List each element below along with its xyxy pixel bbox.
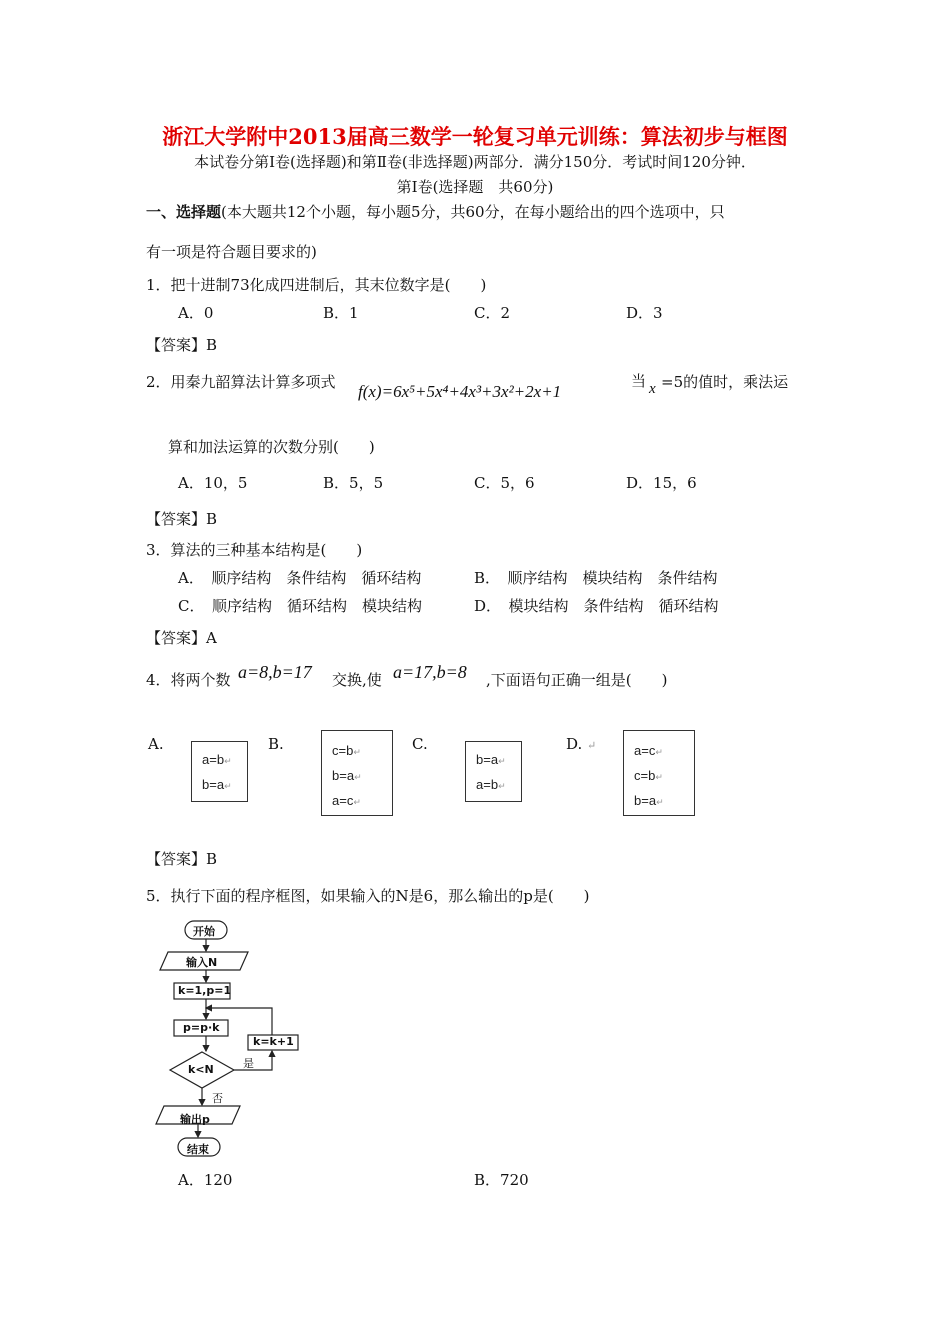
q2-option-c: C．5，6 bbox=[474, 474, 535, 492]
q4-formula1: a=8,b=17 bbox=[238, 662, 312, 682]
part1-title: 第Ⅰ卷(选择题 共60分) bbox=[396, 178, 554, 196]
q4-option-d-box bbox=[623, 730, 695, 816]
code-line: a=b↵ bbox=[202, 752, 232, 767]
q1-stem: 1．把十进制73化成四进制后，其末位数字是( ) bbox=[146, 276, 487, 294]
code-line: b=a↵ bbox=[476, 752, 506, 767]
code-line: a=c↵ bbox=[634, 743, 663, 758]
q4-answer-value: B bbox=[206, 850, 218, 868]
q1-answer-value: B bbox=[206, 336, 218, 354]
q5-option-b: B．720 bbox=[474, 1171, 529, 1189]
q4-option-c-label: C. bbox=[412, 735, 428, 753]
q2-mid-text: 当 bbox=[631, 372, 647, 390]
q3-option-a: A． 顺序结构 条件结构 循环结构 bbox=[178, 569, 422, 587]
q4-option-d-label: D. ↵ bbox=[566, 735, 597, 753]
q3-answer-value: A bbox=[206, 629, 217, 647]
q4-formula2: a=17,b=8 bbox=[393, 662, 467, 682]
flowchart-end-label: 结束 bbox=[187, 1143, 209, 1156]
q1-option-a: A．0 bbox=[178, 304, 214, 322]
q4-option-a-box bbox=[191, 741, 248, 802]
code-line: a=b↵ bbox=[476, 777, 506, 792]
answer-label: 【答案】 bbox=[146, 850, 207, 868]
section1-heading bbox=[146, 202, 725, 222]
q5-option-a: A．120 bbox=[178, 1171, 233, 1189]
section1-desc-line2: 有一项是符合题目要求的) bbox=[146, 243, 317, 261]
flowchart-increment-label: k=k+1 bbox=[253, 1035, 294, 1048]
flowchart-process-label: p=p·k bbox=[183, 1021, 220, 1034]
section1-desc-line1: (本大题共12个小题，每小题5分，共60分，在每小题给出的四个选项中，只 bbox=[221, 203, 725, 221]
flowchart-input-label: 输入N bbox=[186, 956, 218, 969]
q4-option-a-label: A. bbox=[148, 735, 164, 753]
q2-stem-end: =5的值时，乘法运 bbox=[661, 373, 789, 391]
answer-label: 【答案】 bbox=[146, 336, 207, 354]
q2-stem-line2: 算和加法运算的次数分别( ) bbox=[168, 438, 375, 456]
flowchart-no-label: 否 bbox=[212, 1092, 223, 1105]
q2-answer-value: B bbox=[206, 510, 218, 528]
flowchart-yes-label: 是 bbox=[243, 1057, 254, 1070]
flowchart-start-label: 开始 bbox=[193, 925, 215, 938]
q2-option-a: A．10，5 bbox=[178, 474, 248, 492]
q1-option-c: C．2 bbox=[474, 304, 511, 322]
section1-label: 一、选择题 bbox=[146, 203, 222, 221]
code-line: a=c↵ bbox=[332, 793, 361, 808]
exam-intro: 本试卷分第Ⅰ卷(选择题)和第Ⅱ卷(非选择题)两部分．满分150分．考试时间120分钟． bbox=[194, 153, 756, 171]
code-line: b=a↵ bbox=[634, 793, 664, 808]
document-title: 浙江大学附中2013届高三数学一轮复习单元训练：算法初步与框图 bbox=[162, 124, 788, 149]
q1-option-b: B．1 bbox=[323, 304, 359, 322]
answer-label: 【答案】 bbox=[146, 629, 207, 647]
code-line: c=b↵ bbox=[634, 768, 663, 783]
q2-var-x: x bbox=[649, 381, 656, 397]
flowchart-init-label: k=1,p=1 bbox=[178, 984, 232, 997]
q2-option-b: B．5，5 bbox=[323, 474, 384, 492]
code-line: c=b↵ bbox=[332, 743, 361, 758]
code-line: b=a↵ bbox=[332, 768, 362, 783]
q1-option-d: D．3 bbox=[626, 304, 663, 322]
flowchart-condition-label: k<N bbox=[188, 1063, 214, 1076]
q3-answer bbox=[146, 628, 217, 648]
q3-option-c: C． 顺序结构 循环结构 模块结构 bbox=[178, 597, 422, 615]
q4-option-b-label: B. bbox=[268, 735, 284, 753]
q4-stem-start: 4．将两个数 bbox=[146, 671, 231, 689]
q3-option-b: B． 顺序结构 模块结构 条件结构 bbox=[474, 569, 718, 587]
q2-option-d: D．15，6 bbox=[626, 474, 697, 492]
q2-answer bbox=[146, 509, 217, 529]
answer-label: 【答案】 bbox=[146, 510, 207, 528]
q4-mid-text: 交换,使 bbox=[332, 671, 382, 689]
q2-polynomial: f(x)=6x⁵+5x⁴+4x³+3x²+2x+1 bbox=[358, 382, 562, 401]
code-line: b=a↵ bbox=[202, 777, 232, 792]
flowchart-output-label: 输出p bbox=[180, 1113, 210, 1126]
q4-answer bbox=[146, 849, 217, 869]
q4-stem-end: ,下面语句正确一组是( ) bbox=[486, 671, 668, 689]
q3-stem: 3．算法的三种基本结构是( ) bbox=[146, 541, 363, 559]
q5-stem: 5．执行下面的程序框图，如果输入的N是6，那么输出的p是( ) bbox=[146, 887, 590, 905]
q4-option-b-box bbox=[321, 730, 393, 816]
q4-option-c-box bbox=[465, 741, 522, 802]
q3-option-d: D． 模块结构 条件结构 循环结构 bbox=[474, 597, 719, 615]
q1-answer bbox=[146, 335, 217, 355]
q2-stem-start: 2．用秦九韶算法计算多项式 bbox=[146, 373, 336, 391]
